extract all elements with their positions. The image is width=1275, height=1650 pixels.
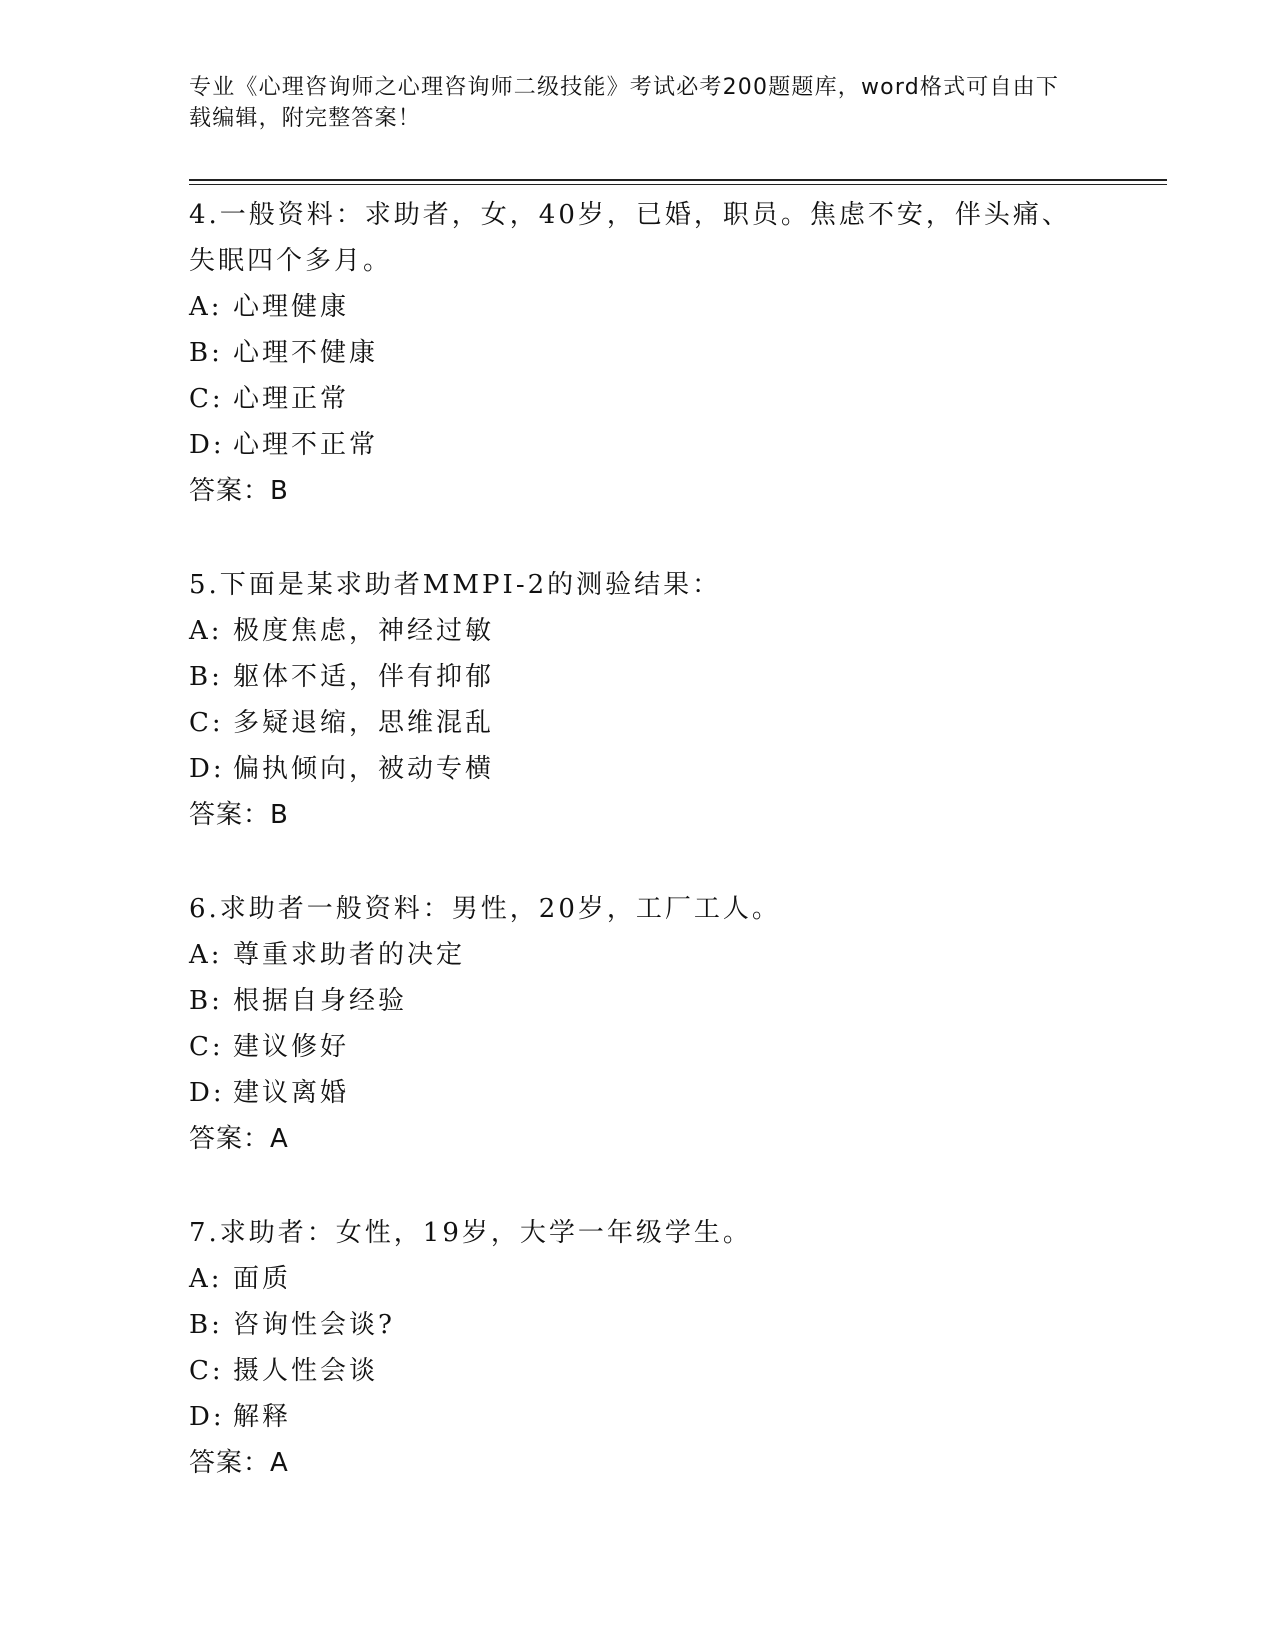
question-item <box>189 886 1149 1162</box>
option-text: 多疑退缩，思维混乱 <box>233 708 495 738</box>
option-text: 摄人性会谈 <box>233 1356 379 1386</box>
option-letter: A: <box>189 292 223 322</box>
option-letter: C: <box>189 708 224 738</box>
option-a <box>189 932 1149 978</box>
option-text: 心理健康 <box>233 292 350 322</box>
option-text: 心理不健康 <box>233 338 379 368</box>
header-divider-thin <box>189 184 1167 185</box>
answer-line: 答案：A <box>189 1124 289 1154</box>
document-header: 专业《心理咨询师之心理咨询师二级技能》考试必考200题题库，word格式可自由下载编辑，附完整答案！ <box>189 75 1060 131</box>
question-item <box>189 1210 1149 1486</box>
option-text: 面质 <box>233 1264 292 1294</box>
option-c <box>189 376 1149 422</box>
option-text: 咨询性会谈? <box>233 1310 395 1340</box>
option-letter: D: <box>189 754 225 784</box>
option-b <box>189 330 1149 376</box>
option-text: 解释 <box>233 1402 292 1432</box>
option-letter: C: <box>189 1032 224 1062</box>
option-letter: D: <box>189 1078 225 1108</box>
option-letter: B: <box>189 338 223 368</box>
option-text: 躯体不适，伴有抑郁 <box>233 662 495 692</box>
answer-line: 答案：B <box>189 800 289 830</box>
answer-line: 答案：A <box>189 1448 289 1478</box>
option-letter: D: <box>189 1402 225 1432</box>
option-c <box>189 1348 1149 1394</box>
question-text: 7.求助者：女性，19岁，大学一年级学生。 <box>189 1218 752 1248</box>
option-a <box>189 284 1149 330</box>
option-text: 偏执倾向，被动专横 <box>233 754 495 784</box>
option-letter: B: <box>189 986 223 1016</box>
option-b <box>189 654 1149 700</box>
option-d <box>189 746 1149 792</box>
option-text: 心理不正常 <box>233 430 379 460</box>
option-letter: A: <box>189 940 223 970</box>
option-text: 建议离婚 <box>233 1078 350 1108</box>
option-letter: D: <box>189 430 225 460</box>
option-b <box>189 978 1149 1024</box>
option-a <box>189 1256 1149 1302</box>
question-item <box>189 562 1149 838</box>
question-list <box>189 192 1149 1534</box>
question-item <box>189 192 1149 514</box>
option-letter: C: <box>189 384 224 414</box>
option-text: 根据自身经验 <box>233 986 408 1016</box>
option-c <box>189 1024 1149 1070</box>
question-text: 5.下面是某求助者MMPI-2的测验结果： <box>189 570 722 600</box>
option-d <box>189 422 1149 468</box>
option-letter: A: <box>189 1264 223 1294</box>
option-c <box>189 700 1149 746</box>
option-text: 建议修好 <box>233 1032 350 1062</box>
option-letter: B: <box>189 1310 223 1340</box>
option-d <box>189 1394 1149 1440</box>
option-text: 心理正常 <box>233 384 350 414</box>
option-b <box>189 1302 1149 1348</box>
option-text: 尊重求助者的决定 <box>233 940 466 970</box>
question-text: 4.一般资料：求助者，女，40岁，已婚，职员。焦虑不安，伴头痛、失眠四个多月。 <box>189 200 1071 276</box>
option-a <box>189 608 1149 654</box>
option-d <box>189 1070 1149 1116</box>
question-text: 6.求助者一般资料：男性，20岁，工厂工人。 <box>189 894 781 924</box>
option-text: 极度焦虑，神经过敏 <box>233 616 495 646</box>
header-divider-thick <box>189 179 1167 181</box>
option-letter: C: <box>189 1356 224 1386</box>
option-letter: B: <box>189 662 223 692</box>
answer-line: 答案：B <box>189 476 289 506</box>
option-letter: A: <box>189 616 223 646</box>
